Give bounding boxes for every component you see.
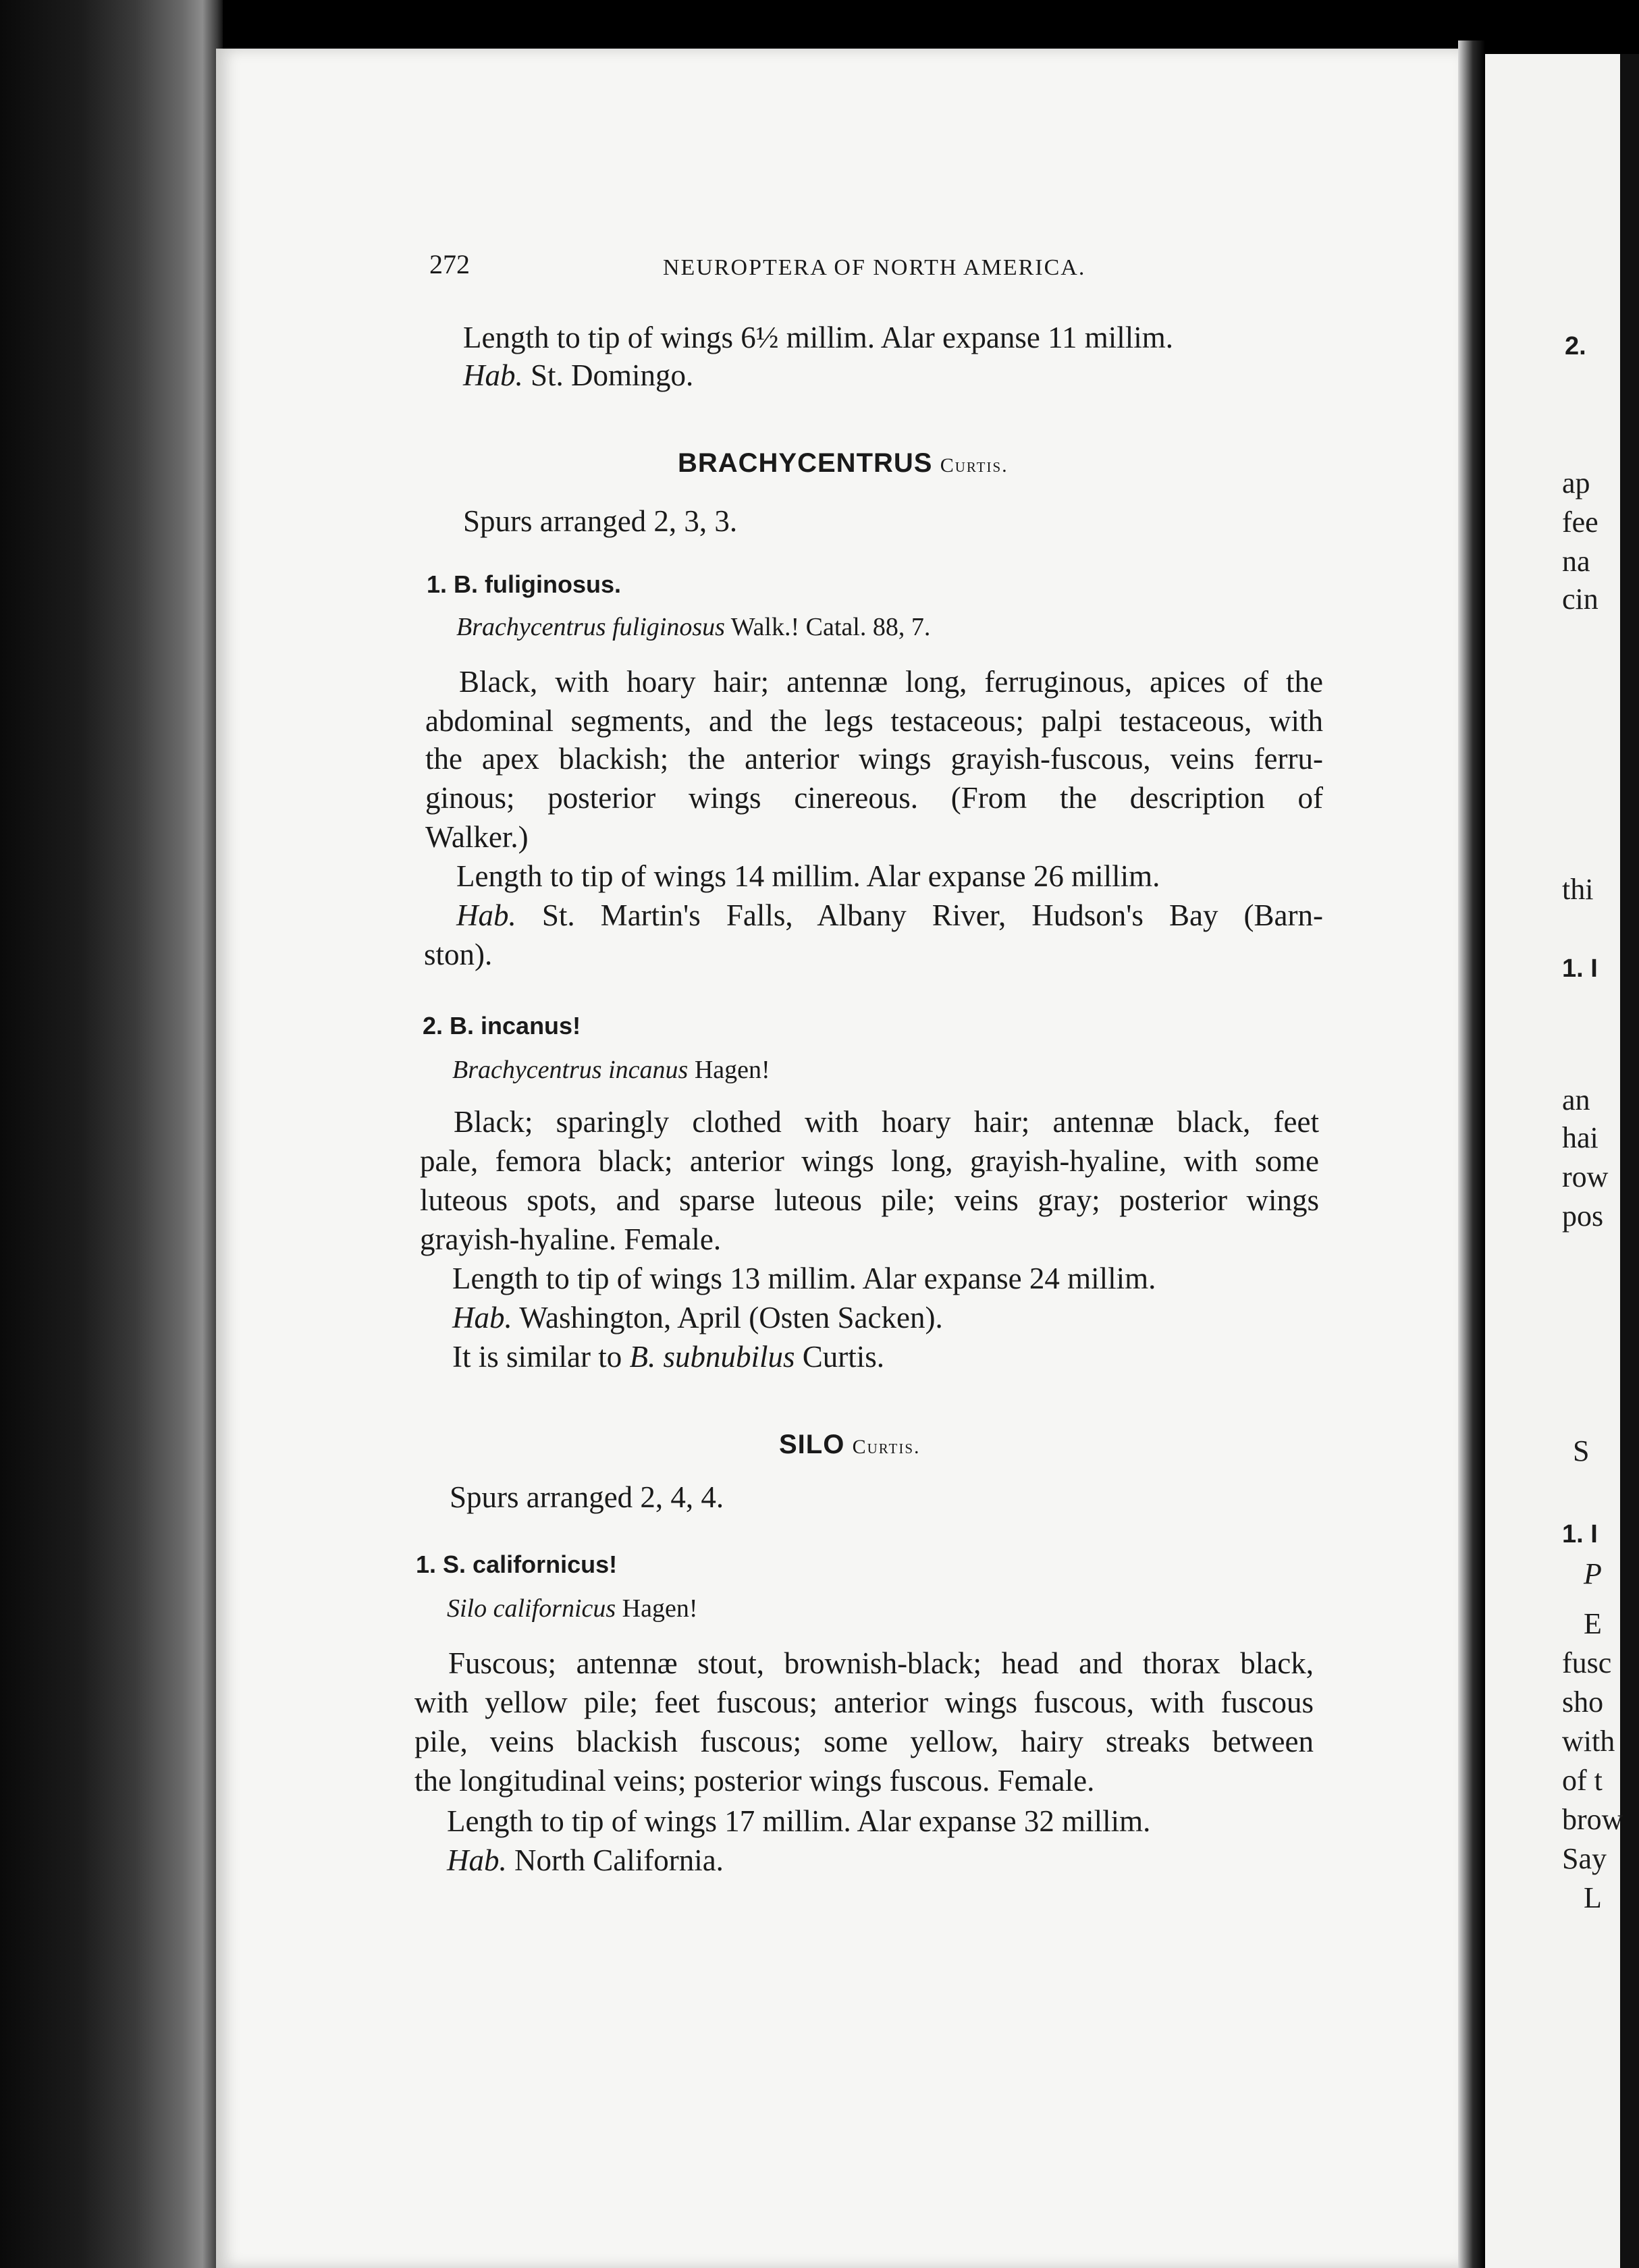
description-line: Walker.): [425, 820, 529, 854]
description-line: ginous; posterior wings cinereous. (From the description of: [425, 781, 1323, 815]
facing-fragment: brow: [1562, 1803, 1623, 1836]
description-line: luteous spots, and sparse luteous pile; veins gray; posterior wings: [420, 1183, 1319, 1217]
genus-name: BRACHYCENTRUS: [678, 448, 933, 478]
genus-author: Curtis.: [940, 454, 1009, 477]
facing-fragment: ap: [1562, 466, 1590, 500]
synonym-name: Silo californicus: [447, 1594, 616, 1623]
scan-top-border: [0, 0, 1639, 49]
hab-text: St. Domingo.: [531, 358, 694, 392]
genus-author: Curtis.: [852, 1436, 921, 1458]
scan-right-border: [1620, 54, 1639, 2268]
description-line: with yellow pile; feet fuscous; anterior wings fuscous, with fuscous: [414, 1685, 1314, 1719]
genus-heading: [779, 1428, 921, 1459]
description-line: Black, with hoary hair; antennæ long, ferruginous, apices of the: [459, 665, 1323, 699]
facing-fragment: 1. I: [1562, 1520, 1598, 1548]
note-text: It is similar to: [452, 1340, 622, 1374]
synonym-name: Brachycentrus fuliginosus: [456, 613, 725, 641]
spurs-line: Spurs arranged 2, 4, 4.: [450, 1480, 724, 1514]
species-heading: 1. B. fuliginosus.: [427, 570, 622, 598]
facing-fragment: P: [1584, 1557, 1602, 1590]
facing-fragment: fusc: [1562, 1646, 1612, 1679]
hab-text: St. Martin's Falls, Albany River, Hudson's Bay (Barn-: [541, 898, 1323, 932]
facing-fragment: na: [1562, 545, 1590, 578]
synonym-ref: Walk.! Catal. 88, 7.: [730, 613, 931, 641]
synonym-line: [447, 1596, 698, 1621]
facing-fragment: of t: [1562, 1764, 1603, 1797]
note-author: Curtis.: [802, 1340, 885, 1374]
genus-heading: [678, 447, 1009, 477]
synonym-line: [456, 614, 930, 640]
prev-length-line: Length to tip of wings 6½ millim. Alar expanse 11 millim.: [463, 321, 1173, 354]
description-line: pale, femora black; anterior wings long, grayish-hyaline, with some: [420, 1144, 1319, 1178]
synonym-name: Brachycentrus incanus: [452, 1056, 689, 1084]
description-line: abdominal segments, and the legs testaceous; palpi testaceous, with: [425, 704, 1323, 738]
description-line: the longitudinal veins; posterior wings fuscous. Female.: [414, 1764, 1095, 1798]
spurs-line: Spurs arranged 2, 3, 3.: [463, 504, 738, 538]
facing-fragment: 1. I: [1562, 954, 1598, 983]
description-line: pile, veins blackish fuscous; some yellow, hairy streaks between: [414, 1725, 1314, 1758]
facing-fragment: E: [1584, 1607, 1602, 1640]
page-gutter: [1458, 40, 1485, 2268]
hab-line: [456, 900, 1323, 931]
prev-hab-line: [463, 360, 693, 391]
species-heading: 1. S. californicus!: [416, 1550, 618, 1578]
hab-text: Washington, April (Osten Sacken).: [519, 1301, 943, 1334]
hab-label: Hab.: [452, 1301, 512, 1334]
synonym-ref: Hagen!: [694, 1056, 770, 1084]
length-line: Length to tip of wings 14 millim. Alar expanse 26 millim.: [456, 859, 1160, 893]
note-species: B. subnubilus: [629, 1340, 795, 1374]
facing-fragment: thi: [1562, 873, 1594, 906]
facing-fragment: with: [1562, 1725, 1615, 1758]
facing-fragment: cin: [1562, 583, 1598, 616]
synonym-line: [452, 1057, 770, 1083]
length-line: Length to tip of wings 17 millim. Alar expanse 32 millim.: [447, 1804, 1151, 1838]
facing-fragment: hai: [1562, 1121, 1598, 1154]
description-line: the apex blackish; the anterior wings grayish-fuscous, veins ferru-: [425, 742, 1323, 776]
book-spine-edge: [0, 0, 223, 2268]
facing-fragment: L: [1584, 1881, 1602, 1914]
facing-fragment: fee: [1562, 506, 1598, 539]
facing-fragment: sho: [1562, 1685, 1604, 1719]
facing-fragment: pos: [1562, 1199, 1604, 1233]
description-line: Fuscous; antennæ stout, brownish-black; head and thorax black,: [448, 1646, 1314, 1680]
hab-text: North California.: [514, 1843, 724, 1877]
hab-line: ston).: [424, 938, 493, 971]
hab-line: [452, 1303, 943, 1333]
genus-name: SILO: [779, 1430, 845, 1459]
facing-fragment: an: [1562, 1083, 1590, 1116]
running-title: NEUROPTERA OF NORTH AMERICA.: [663, 255, 1086, 280]
note-line: [452, 1342, 884, 1372]
page-number: 272: [429, 249, 470, 279]
hab-line: [447, 1845, 724, 1876]
facing-fragment: 2.: [1565, 332, 1586, 360]
hab-label: Hab.: [447, 1843, 507, 1877]
facing-fragment: Say: [1562, 1842, 1607, 1875]
description-line: grayish-hyaline. Female.: [420, 1222, 722, 1256]
length-line: Length to tip of wings 13 millim. Alar expanse 24 millim.: [452, 1262, 1156, 1295]
hab-label: Hab.: [463, 358, 523, 392]
facing-fragment: row: [1562, 1160, 1609, 1193]
hab-label: Hab.: [456, 898, 516, 932]
species-heading: 2. B. incanus!: [423, 1012, 581, 1040]
facing-fragment: S: [1573, 1434, 1590, 1467]
synonym-ref: Hagen!: [622, 1594, 698, 1623]
description-line: Black; sparingly clothed with hoary hair; antennæ black, feet: [454, 1105, 1319, 1139]
